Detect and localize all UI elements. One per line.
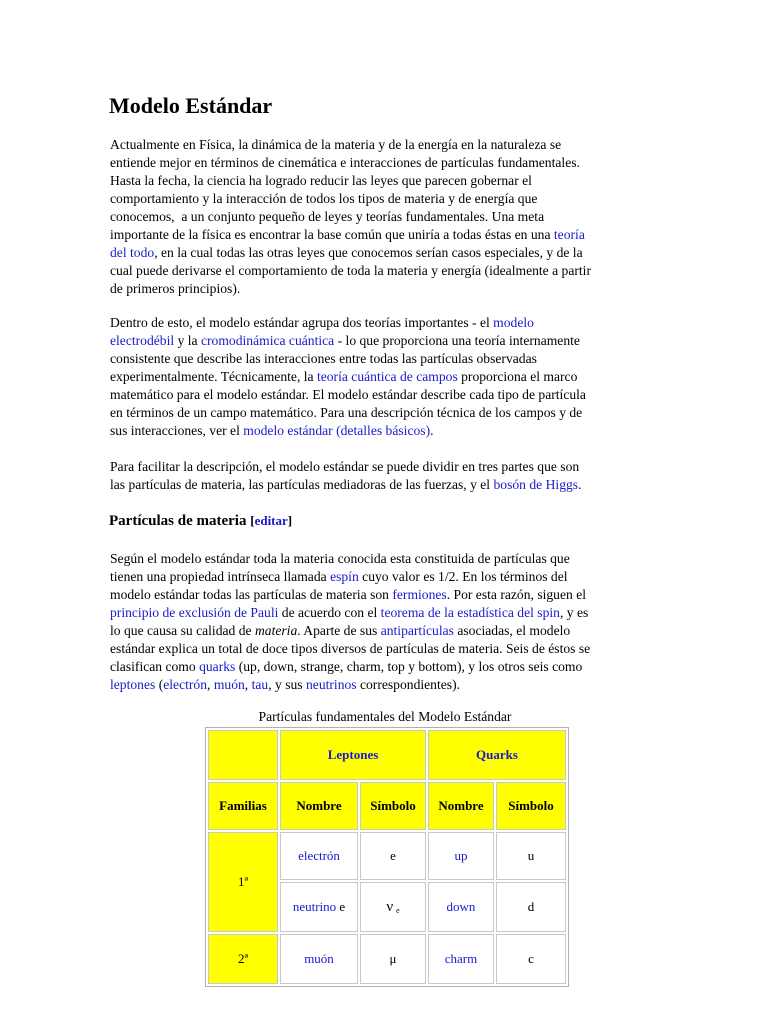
link-neutrinos[interactable]: neutrinos (305, 677, 357, 692)
text-line (110, 476, 662, 494)
text-span: experimentalmente. Técnicamente, la (110, 369, 317, 384)
text-line (110, 676, 662, 694)
text-span: importante de la física es encontrar la base común que uniría a todas éstas en una (110, 227, 554, 242)
text-line (110, 244, 662, 262)
page-title: Modelo Estándar (109, 93, 273, 118)
link-principio-exclusion-pauli[interactable]: principio de exclusión de Pauli (110, 605, 279, 620)
text-span: y la (174, 333, 201, 348)
text-line (110, 422, 662, 440)
text-span: de acuerdo con el (278, 605, 381, 620)
text-span: . (430, 423, 434, 438)
quark-name-cell (428, 934, 494, 984)
link-modelo-electrodebil-cont[interactable]: electrodébil (110, 333, 175, 348)
link-down-cell[interactable]: down (446, 899, 476, 914)
table-row (208, 832, 566, 880)
text-span: , y es (559, 605, 589, 620)
section-title: Partículas de materia (109, 513, 247, 529)
text-line: entiende mejor en términos de cinemática e interacciones de partículas fundamentales. (110, 155, 580, 170)
edit-section-link[interactable]: editar (254, 513, 288, 528)
header-simbolo-leptones: Símbolo (360, 782, 426, 830)
link-modelo-estandar-detalles[interactable]: modelo estándar (detalles básicos) (243, 423, 431, 438)
text-span: sus interacciones, ver el (110, 423, 244, 438)
quark-symbol-cell: c (496, 934, 566, 984)
lepton-symbol-cell: μ (360, 934, 426, 984)
section-heading (109, 510, 292, 532)
lepton-symbol-cell (360, 882, 426, 932)
link-quarks[interactable]: quarks (199, 659, 236, 674)
link-teorema-estadistica-spin[interactable]: teorema de la estadística del spin (380, 605, 560, 620)
header-nombre-quarks: Nombre (428, 782, 494, 830)
header-simbolo-quarks: Símbolo (496, 782, 566, 830)
header-nombre-leptones: Nombre (280, 782, 358, 830)
header-leptones-label[interactable]: Leptones (327, 747, 379, 762)
lepton-name-cell (280, 882, 358, 932)
header-quarks-label[interactable]: Quarks (476, 747, 518, 762)
text-line: Para facilitar la descripción, el modelo estándar se puede dividir en tres partes que son (110, 459, 580, 474)
text-span: proporciona el marco (457, 369, 578, 384)
text-line: estándar explica un total de doce tipos diversos de partículas de materia. Seis de éstos se (110, 641, 591, 656)
text-line (110, 332, 662, 350)
text-span: . Aparte de sus (297, 623, 381, 638)
quark-symbol-cell: d (496, 882, 566, 932)
text-line: Según el modelo estándar toda la materia conocida esta constituida de partículas que (110, 551, 570, 566)
particles-table (205, 727, 569, 987)
text-span: asociadas, el modelo (453, 623, 571, 638)
emphasis-materia: materia (254, 623, 298, 638)
text-line (110, 604, 662, 622)
table-header-row (208, 730, 566, 780)
link-tau[interactable]: tau (251, 677, 269, 692)
link-modelo-electrodebil[interactable]: modelo (493, 315, 534, 330)
link-muon[interactable]: muón (213, 677, 245, 692)
standard-model-paragraph (110, 314, 662, 440)
header-leptones (280, 730, 426, 780)
text-line: comportamiento y la interacción de todos los tipos de materia y de energía que (110, 191, 538, 206)
link-antiparticulas[interactable]: antipartículas (380, 623, 454, 638)
intro-paragraph (110, 136, 662, 298)
table-header-row (208, 782, 566, 830)
matter-particles-paragraph (110, 550, 662, 694)
text-span: modelo estándar todas las partículas de materia son (110, 587, 393, 602)
text-span: , en la cual todas las otras leyes que conocemos serían casos especiales, y de la (154, 245, 583, 260)
text-line: en términos de un campo matemático. Para una descripción técnica de los campos y de (110, 405, 583, 420)
text-line: cual puede derivarse el comportamiento de toda la materia y energía (idealmente a partir (110, 263, 591, 278)
text-span: , (207, 677, 214, 692)
text-line (110, 568, 662, 586)
text-span: . (578, 477, 582, 492)
text-span: cuyo valor es 1/2. En los términos del (358, 569, 568, 584)
text-span: - lo que proporciona una teoría internamente (334, 333, 580, 348)
text-span: (up, down, strange, charm, top y bottom), y los otros seis como (235, 659, 583, 674)
text-line: consistente que describe las interacciones entre todas las partículas observadas (110, 351, 537, 366)
family-cell: 1ª (208, 832, 278, 932)
text-span: las partículas de materia, las partículas mediadoras de las fuerzas, y el (110, 477, 494, 492)
text-span: , (244, 677, 252, 692)
header-quarks (428, 730, 566, 780)
link-teoria-del-todo-cont[interactable]: del todo (110, 245, 155, 260)
link-boson-de-higgs[interactable]: bosón de Higgs (493, 477, 579, 492)
text-span: tienen una propiedad intrínseca llamada (110, 569, 331, 584)
text-span: clasifican como (110, 659, 200, 674)
text-span: , y sus (268, 677, 306, 692)
table-corner-cell (208, 730, 278, 780)
text-line: conocemos, a un conjunto pequeño de leyes y teorías fundamentales. Una meta (110, 209, 545, 224)
table-caption: Partículas fundamentales del Modelo Estándar (258, 709, 512, 724)
text-line (110, 226, 662, 244)
lepton-name-cell (280, 934, 358, 984)
link-electron[interactable]: electrón (163, 677, 208, 692)
text-line (110, 658, 662, 676)
text-line: de primeros principios). (110, 281, 241, 296)
text-line: Actualmente en Física, la dinámica de la materia y de la energía en la naturaleza se (110, 137, 562, 152)
division-paragraph (110, 458, 662, 494)
family-cell: 2ª (208, 934, 278, 984)
header-familias: Familias (208, 782, 278, 830)
lepton-name-suffix: e (336, 899, 346, 914)
text-line (110, 586, 662, 604)
text-line: matemático para el modelo estándar. El modelo estándar describe cada tipo de partícula (110, 387, 586, 402)
quark-name-cell (428, 832, 494, 880)
text-line (110, 622, 662, 640)
link-charm-cell[interactable]: charm (444, 951, 478, 966)
lepton-symbol-cell: e (360, 832, 426, 880)
nu-subscript: e (396, 905, 400, 915)
text-span: correspondientes). (356, 677, 461, 692)
link-cromodinamica-cuantica[interactable]: cromodinámica cuántica (200, 333, 335, 348)
link-espin[interactable]: espín (330, 569, 359, 584)
quark-name-cell (428, 882, 494, 932)
link-muon-cell[interactable]: muón (304, 951, 334, 966)
quark-symbol-cell: u (496, 832, 566, 880)
nu-symbol: ν (386, 898, 394, 915)
text-line (110, 368, 662, 386)
text-span: Dentro de esto, el modelo estándar agrupa dos teorías importantes - el (110, 315, 494, 330)
link-leptones[interactable]: leptones (110, 677, 156, 692)
lepton-name-cell (280, 832, 358, 880)
table-row (208, 934, 566, 984)
link-neutrino-cell[interactable]: neutrino (292, 899, 337, 914)
text-span: ( (155, 677, 164, 692)
edit-bracket-close: ] (287, 513, 293, 528)
link-teoria-del-todo[interactable]: teoría (553, 227, 585, 242)
edit-bracket-open: [ (250, 513, 255, 528)
link-electron-cell[interactable]: electrón (298, 848, 340, 863)
text-line: Hasta la fecha, la ciencia ha logrado reducir las leyes que parecen gobernar el (110, 173, 532, 188)
text-span: . Por esta razón, siguen el (446, 587, 587, 602)
text-span: lo que causa su calidad de (110, 623, 255, 638)
link-up-cell[interactable]: up (454, 848, 468, 863)
text-line (110, 314, 662, 332)
link-fermiones[interactable]: fermiones (392, 587, 447, 602)
link-teoria-cuantica-de-campos[interactable]: teoría cuántica de campos (316, 369, 458, 384)
